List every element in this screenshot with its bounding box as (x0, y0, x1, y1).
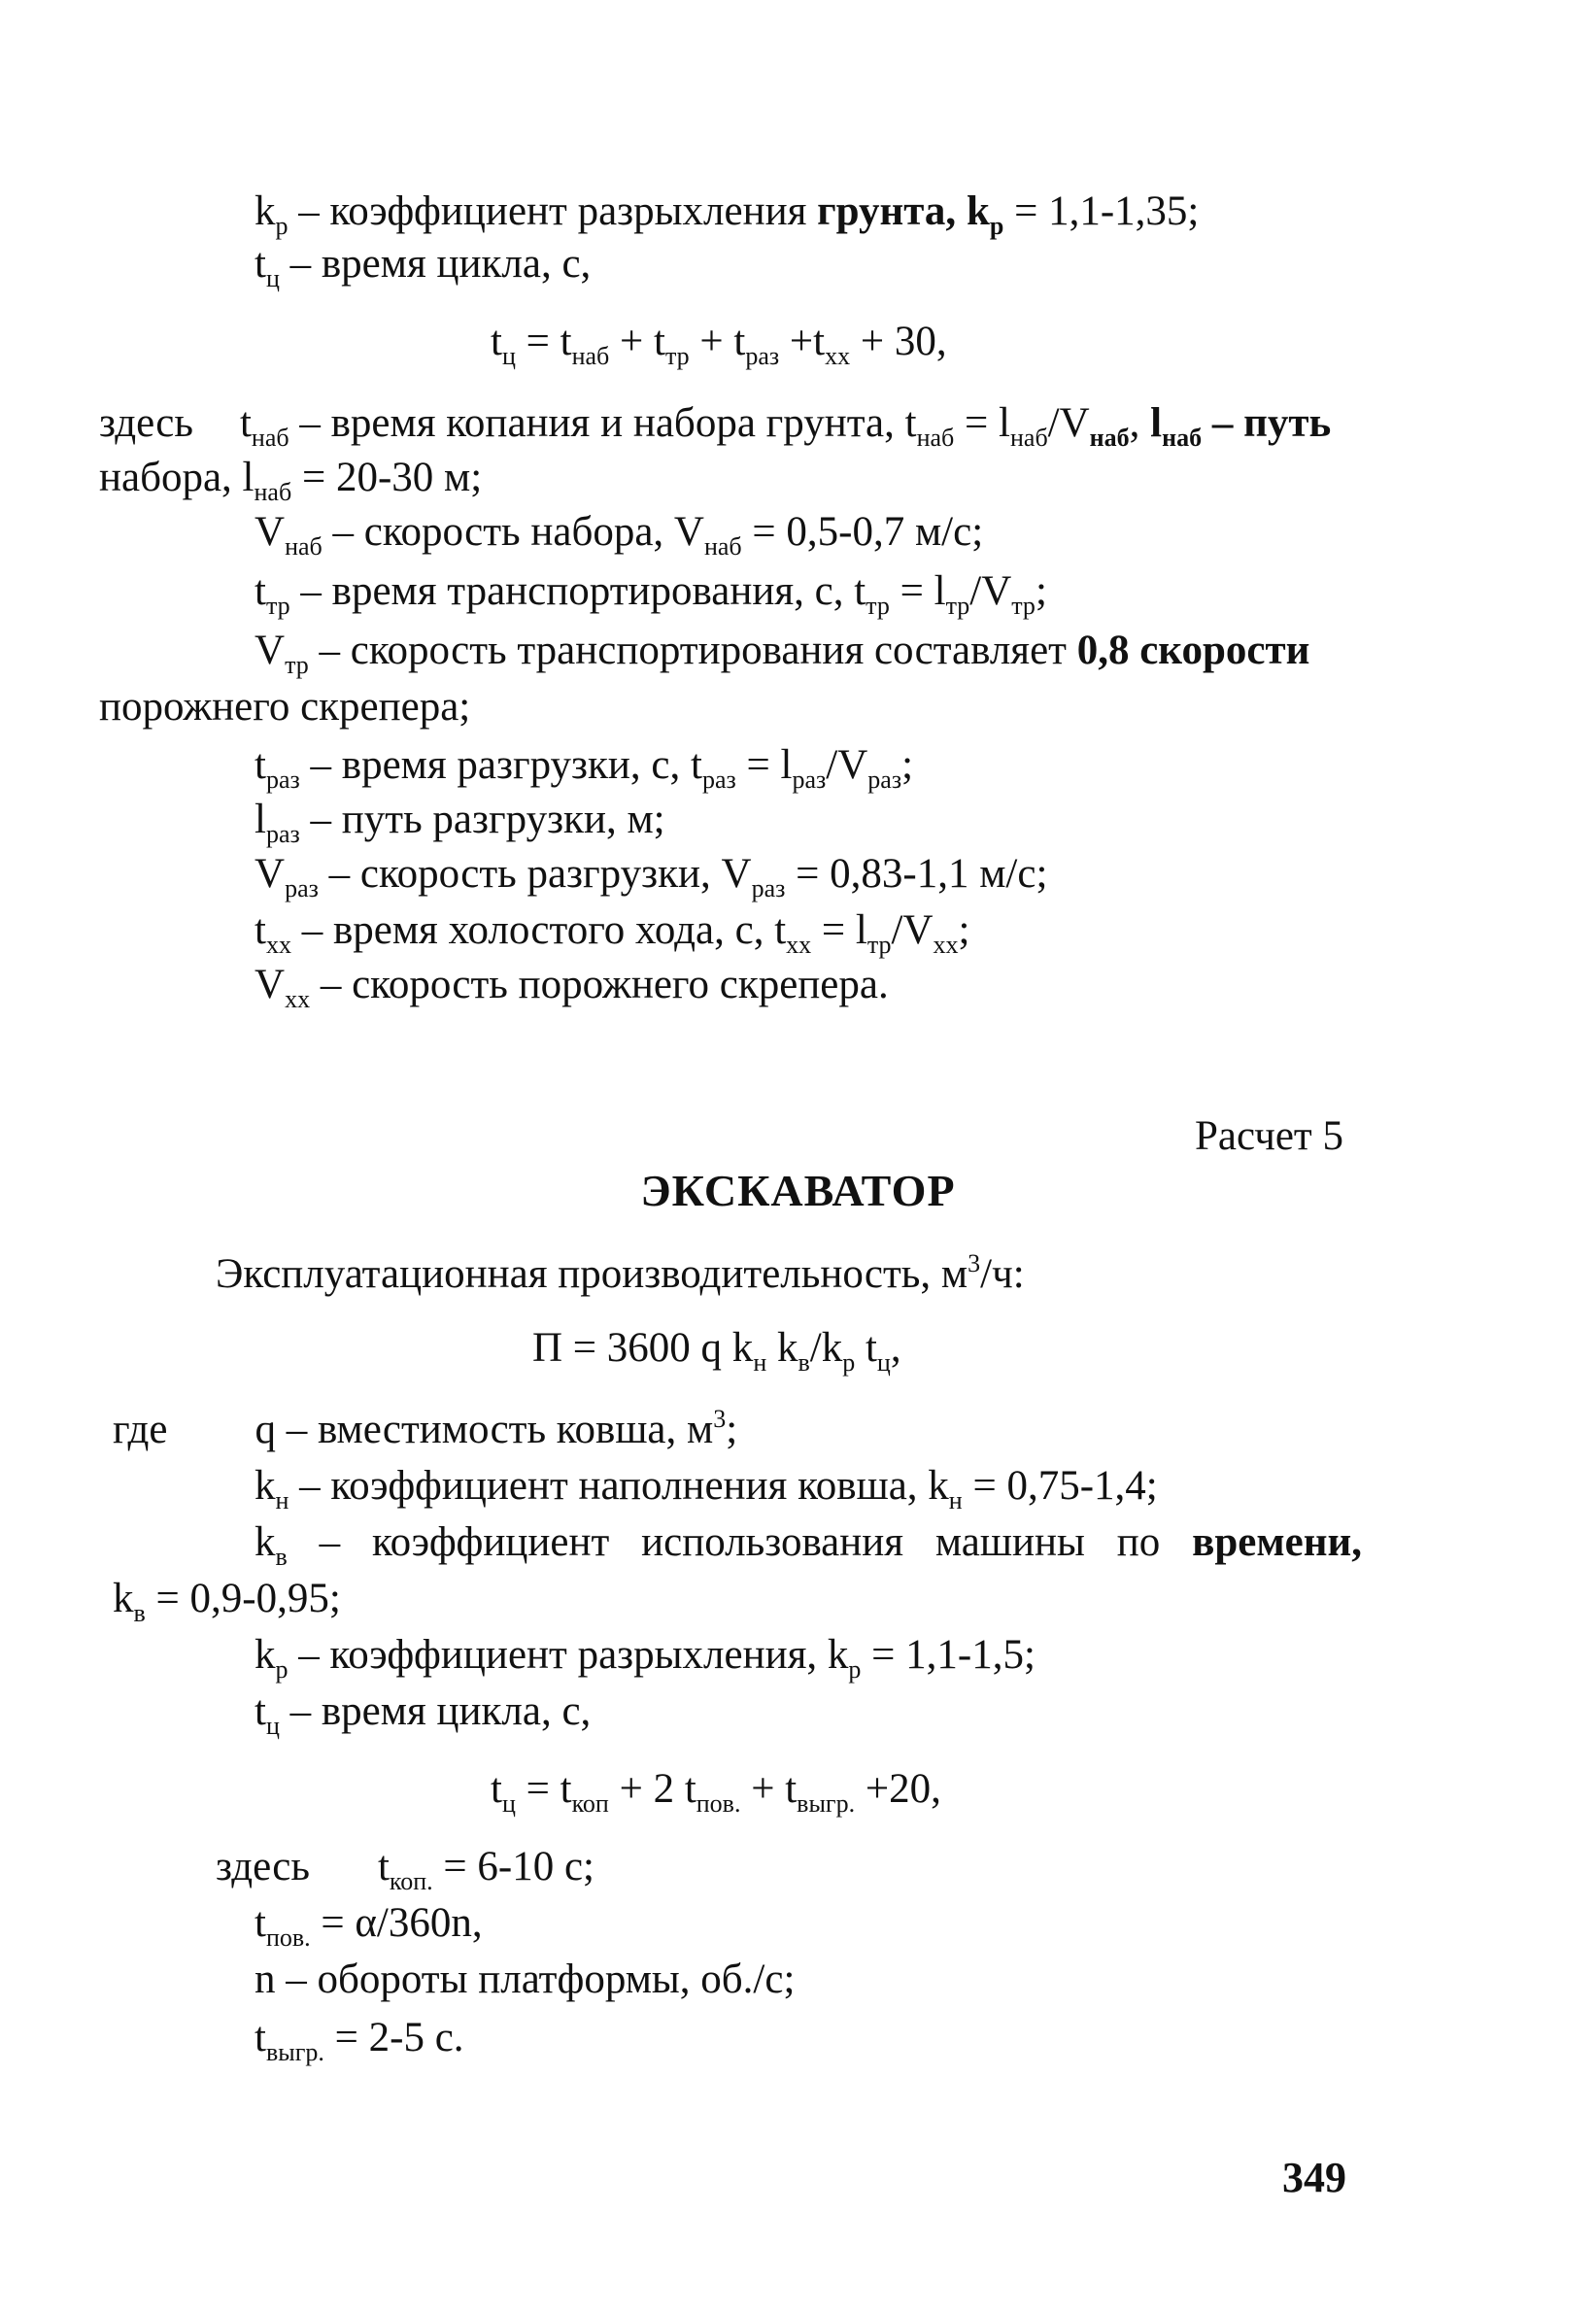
text-line-tc2: $t_ц$ – время цикла, с, (255, 1688, 592, 1740)
formula-productivity: П = 3600 q $k_н$ $k_в/k_р$ $t_ц$, (532, 1325, 901, 1377)
text-line-vraz: $V_{раз}$ – скорость разгрузки, $V_{раз} = 0,83-1,1$ м/с; (255, 851, 1048, 902)
text-line-traz: $t_{раз}$ – время разгрузки, с, $t_{раз} = l_{раз}/V_{раз}$; (255, 742, 914, 794)
text-line-kp: $k_р$ – коэффициент разрыхления грунта, $k_р = 1,1-1,35$; (255, 188, 1200, 240)
text-line-tvygr: $t_{выгр.} = 2-5$ с. (255, 2015, 464, 2066)
page-number: 349 (1282, 2154, 1346, 2201)
text-line-q: где q – вместимость ковша, $м^3$; (113, 1405, 738, 1452)
text-line-n: n – обороты платформы, об./с; (255, 1957, 796, 2002)
text-line-tkop: здесь $t_{коп.} = 6-10$ с; (216, 1844, 594, 1895)
text-line-productivity: Эксплуатационная производительность, $м^3/ч$: (216, 1249, 1025, 1297)
text-line-vtr: $V_{тр}$ – скорость транспортирования составляет 0,8 скорости (255, 628, 1310, 679)
text-line-lnab: набора, $l_{наб} = 20-30$ м; (99, 455, 483, 506)
formula-cycle-time-excavator: $t_ц = t_{коп} + 2$ $t_{пов.} + t_{выгр.} +20$, (491, 1766, 941, 1818)
section-heading: ЭКСКАВАТОР (640, 1166, 956, 1215)
text-line-tnab: здесь $t_{наб}$ – время копания и набора грунта, $t_{наб} = l_{наб}/V_{наб}$, $l_{наб}$ – путь (99, 400, 1332, 452)
text-line-lraz: $l_{раз}$ – путь разгрузки, м; (255, 797, 665, 848)
text-line-tpov: $t_{пов.} = \alpha/360n$, (255, 1900, 483, 1952)
text-line-kn: $k_н$ – коэффициент наполнения ковша, $k_н = 0,75-1,4$; (255, 1463, 1158, 1514)
text-line-tc: $t_ц$ – время цикла, с, (255, 241, 592, 292)
text-line-ttr: $t_{тр}$ – время транспортирования, с, $t_{тр} = l_{тр}/V_{тр}$; (255, 568, 1047, 620)
text-line-vxx: $V_{хх}$ – скорость порожнего скрепера. (255, 962, 889, 1013)
formula-cycle-time: $t_ц = t_{наб} + t_{тр} + t_{раз} +t_{хх} + 30$, (491, 319, 947, 370)
text-line-vnab: $V_{наб}$ – скорость набора, $V_{наб} = 0,5-0,7$ м/с; (255, 509, 984, 561)
text-line-kv: $k_в$ – коэффициент использования машины по времени, (255, 1519, 1362, 1571)
calc-label: Расчет 5 (1195, 1113, 1343, 1159)
text-line-scraper: порожнего скрепера; (99, 684, 471, 730)
text-line-kv-value: $k_в = 0,9-0,95$; (113, 1576, 341, 1627)
text-line-kp2: $k_р$ – коэффициент разрыхления, $k_р = 1,1-1,5$; (255, 1632, 1036, 1684)
text-line-txx: $t_{хх}$ – время холостого хода, с, $t_{хх} = l_{тр}/V_{хх}$; (255, 907, 970, 959)
